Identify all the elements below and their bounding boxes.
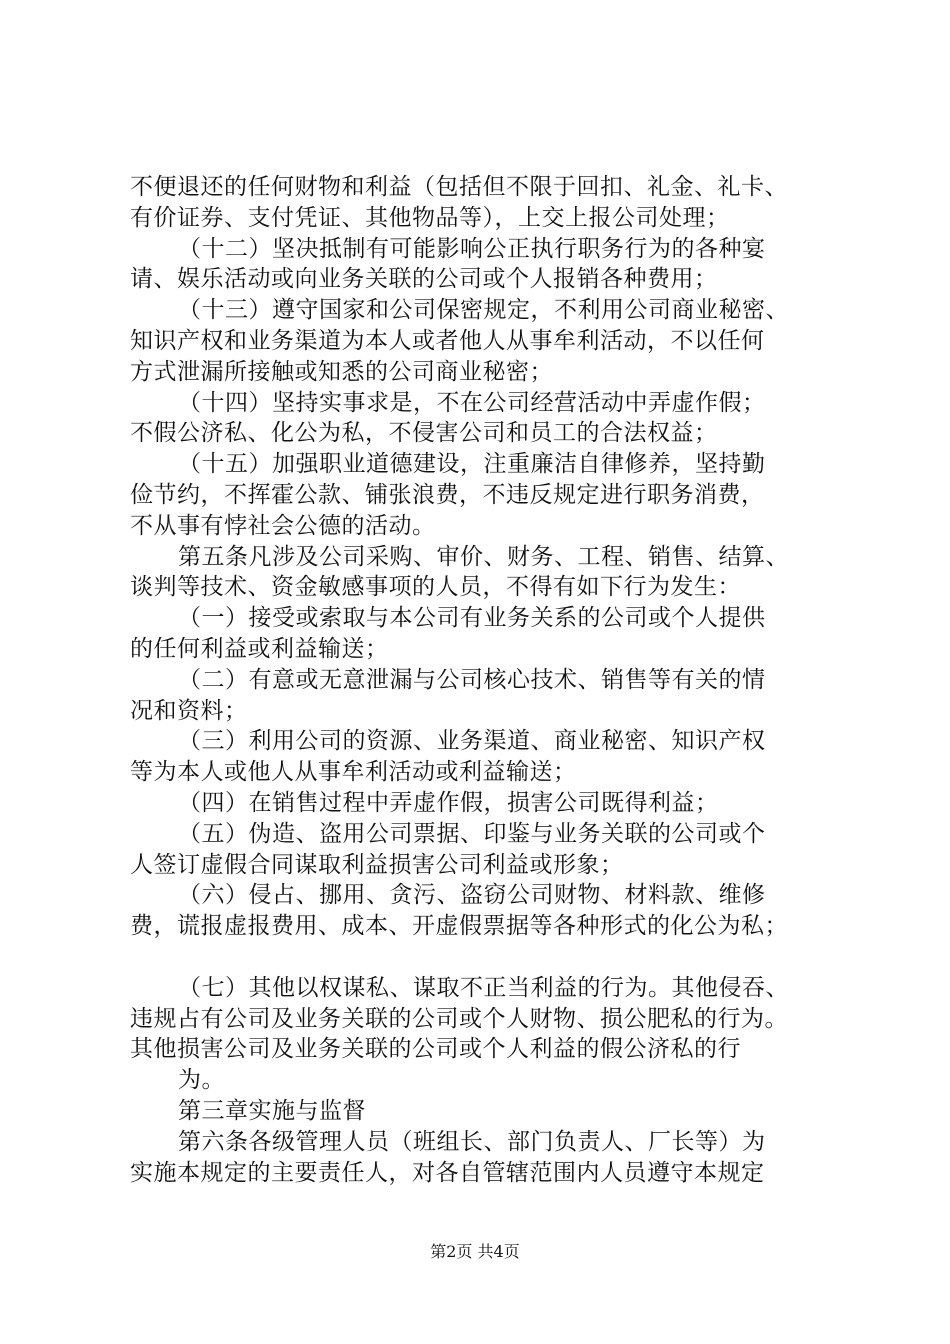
text-line: 请、娱乐活动或向业务关联的公司或个人报销各种费用； [130,266,718,293]
text-line: （四）在销售过程中弄虚作假，损害公司既得利益； [178,789,719,816]
text-line: （一）接受或索取与本公司有业务关系的公司或个人提供 [178,605,766,632]
text-line: 的任何利益或利益输送； [130,635,389,662]
document-body [130,172,860,1188]
text-line: （二）有意或无意泄漏与公司核心技术、销售等有关的情 [178,666,766,693]
text-line: 俭节约，不挥霍公款、铺张浪费，不违反规定进行职务消费， [130,481,765,508]
text-line: 其他损害公司及业务关联的公司或个人利益的假公济私的行 [130,1036,741,1063]
text-line: （五）伪造、盗用公司票据、印鉴与业务关联的公司或个 [178,820,766,847]
text-line: 第五条凡涉及公司采购、审价、财务、工程、销售、结算、 [178,543,789,570]
text-line: 实施本规定的主要责任人，对各自管辖范围内人员遵守本规定 [130,1159,765,1186]
text-line: 谈判等技术、资金敏感事项的人员，不得有如下行为发生： [130,574,741,601]
text-line: 等为本人或他人从事牟利活动或利益输送； [130,759,577,786]
text-line: 况和资料； [130,697,248,724]
text-line: 不便退还的任何财物和利益（包括但不限于回扣、礼金、礼卡、 [130,174,788,200]
text-line: 为。 [178,1067,225,1094]
chapter-heading: 第三章实施与监督 [178,1097,366,1124]
text-line: （十五）加强职业道德建设，注重廉洁自律修养，坚持勤 [178,451,766,478]
text-line: 费，谎报虚报费用、成本、开虚假票据等各种形式的化公为私； [130,913,788,940]
text-line: 违规占有公司及业务关联的公司或个人财物、损公肥私的行为。 [130,1005,788,1032]
text-line: 有价证券、支付凭证、其他物品等），上交上报公司处理； [130,204,730,231]
text-line: 人签订虚假合同谋取利益损害公司利益或形象； [130,851,624,878]
text-line: （十三）遵守国家和公司保密规定，不利用公司商业秘密、 [178,297,789,324]
blank-line [130,942,860,973]
text-line: 不从事有悖社会公德的活动。 [130,512,436,539]
text-line: （七）其他以权谋私、谋取不正当利益的行为。其他侵吞、 [178,974,789,1001]
text-line: （十二）坚决抵制有可能影响公正执行职务行为的各种宴 [178,235,766,262]
text-line: 第六条各级管理人员（班组长、部门负责人、厂长等）为 [178,1128,766,1155]
text-line: 不假公济私、化公为私，不侵害公司和员工的合法权益； [130,420,718,447]
page-number-footer: 第2页 共4页 [430,1242,520,1261]
text-line: 知识产权和业务渠道为本人或者他人从事牟利活动，不以任何 [130,327,765,354]
text-line: 方式泄漏所接触或知悉的公司商业秘密； [130,358,553,385]
text-line: （六）侵占、挪用、贪污、盗窃公司财物、材料款、维修 [178,882,766,909]
text-line: （三）利用公司的资源、业务渠道、商业秘密、知识产权 [178,728,766,755]
text-line: （十四）坚持实事求是，不在公司经营活动中弄虚作假； [178,389,766,416]
